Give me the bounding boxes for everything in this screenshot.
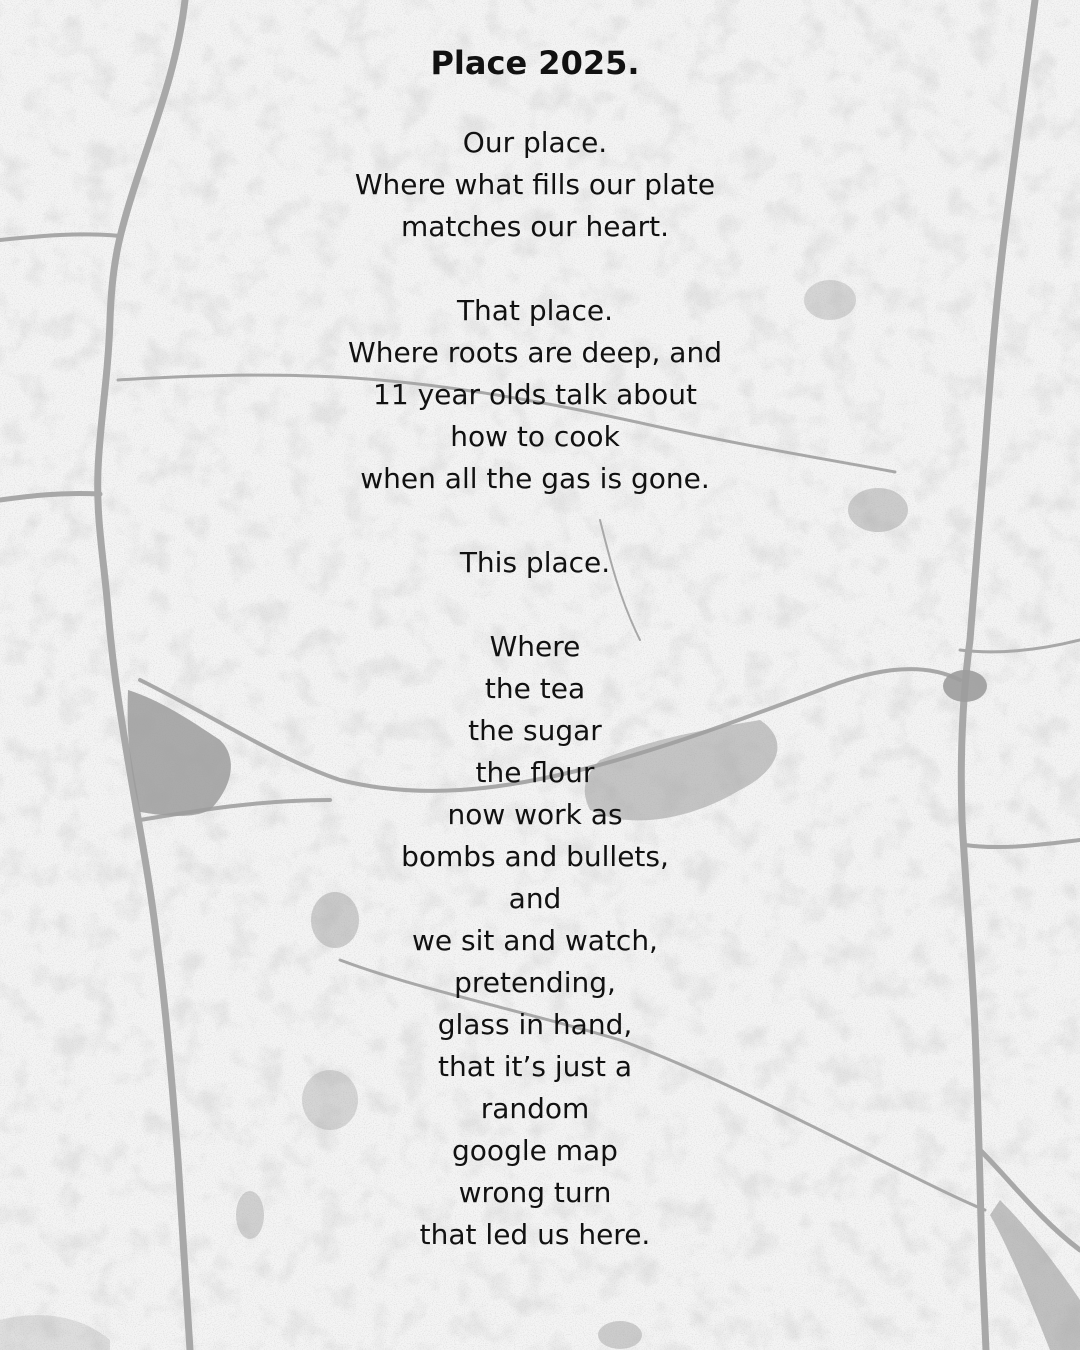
poem-line: that led us here.	[419, 1218, 651, 1251]
poem-line: the flour	[475, 756, 595, 789]
poem-line: matches our heart.	[400, 210, 670, 243]
poem-line: 11 year olds talk about	[373, 378, 697, 411]
poem-line: pretending,	[454, 966, 616, 999]
poem-line: we sit and watch,	[412, 924, 658, 957]
poem-line: that it’s just a	[437, 1050, 633, 1083]
poem-title: Place 2025.	[430, 44, 640, 82]
poem-line: the tea	[484, 672, 586, 705]
poem-line: That place.	[456, 294, 614, 327]
stanza-that-place	[0, 290, 1070, 500]
poem-line: google map	[452, 1134, 618, 1167]
poem-line: glass in hand,	[437, 1008, 633, 1041]
poem-line: random	[480, 1092, 590, 1125]
poem-line: wrong turn	[458, 1176, 612, 1209]
poem-line: and	[508, 882, 562, 915]
poem-line: Where what fills our plate	[354, 168, 716, 201]
poem-line: This place.	[459, 546, 611, 579]
poem-line: Where roots are deep, and	[348, 336, 722, 369]
poem-line: the sugar	[468, 714, 602, 747]
poem-line: how to cook	[450, 420, 620, 453]
poem-line: when all the gas is gone.	[360, 462, 710, 495]
stanza-this-place	[0, 542, 1070, 584]
poem-line: Where	[489, 630, 581, 663]
poem	[0, 38, 1070, 1256]
stanza-our-place	[0, 122, 1070, 248]
poem-line: bombs and bullets,	[401, 840, 669, 873]
poem-line: Our place.	[462, 126, 608, 159]
poem-line: now work as	[447, 798, 623, 831]
stanza-where	[0, 626, 1070, 1256]
